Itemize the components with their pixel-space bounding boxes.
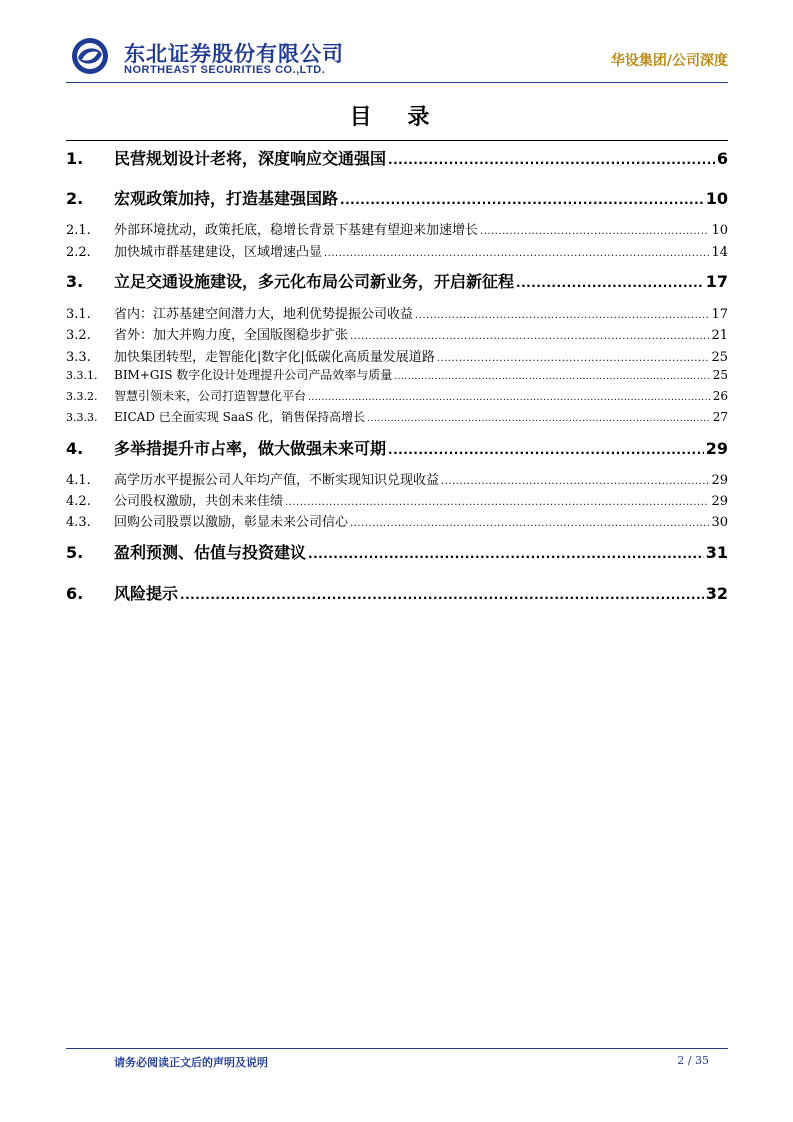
toc-leader-dots bbox=[340, 193, 704, 207]
toc-entry-number: 2.1. bbox=[66, 223, 91, 238]
toc-entry[interactable] bbox=[66, 436, 728, 459]
toc-entry[interactable] bbox=[66, 581, 728, 604]
toc-leader-dots bbox=[285, 497, 709, 508]
toc-entry-title[interactable]: 回购公司股票以激励，彰显未来公司信心 bbox=[114, 515, 349, 530]
toc-leader-dots bbox=[308, 393, 711, 403]
toc-entry-title[interactable]: 公司股权激励，共创未来佳绩 bbox=[114, 494, 284, 509]
toc-entry-title[interactable]: 高学历水平提振公司人年均产值，不断实现知识兑现收益 bbox=[114, 473, 440, 488]
toc-entry[interactable] bbox=[66, 387, 728, 404]
toc-leader-dots bbox=[388, 443, 704, 457]
toc-entry-page[interactable]: 30 bbox=[711, 515, 728, 530]
toc-divider bbox=[66, 140, 728, 141]
toc-entry-title[interactable]: EICAD 已全面实现 SaaS 化，销售保持高增长 bbox=[114, 410, 366, 424]
toc-entry-page[interactable]: 17 bbox=[711, 307, 728, 322]
footer-divider bbox=[66, 1048, 728, 1049]
toc-entry-page[interactable]: 29 bbox=[711, 473, 728, 488]
toc-entry-number: 3.3.2. bbox=[66, 390, 98, 403]
toc-entry[interactable] bbox=[66, 241, 728, 260]
toc-entry[interactable] bbox=[66, 540, 728, 563]
toc-entry-page[interactable]: 26 bbox=[712, 389, 728, 403]
toc-entry-title[interactable]: BIM+GIS 数字化设计处理提升公司产品效率与质量 bbox=[114, 368, 393, 382]
toc-leader-dots bbox=[415, 310, 709, 321]
toc-leader-dots bbox=[324, 248, 709, 259]
toc-entry-number: 6. bbox=[66, 584, 84, 603]
toc-leader-dots bbox=[350, 331, 709, 342]
toc-entry-number: 4.1. bbox=[66, 473, 91, 488]
toc-entry-page[interactable]: 14 bbox=[711, 245, 728, 260]
toc-leader-dots bbox=[350, 518, 709, 529]
toc-entry-page[interactable]: 31 bbox=[705, 543, 728, 562]
toc-title: 目 录 bbox=[349, 105, 444, 130]
toc-entry-page[interactable]: 25 bbox=[711, 350, 728, 365]
toc-entry-number: 3.1. bbox=[66, 307, 91, 322]
toc-entry-number: 3.2. bbox=[66, 328, 91, 343]
toc-entry-title[interactable]: 加快城市群基建建设，区域增速凸显 bbox=[114, 245, 323, 260]
toc-leader-dots bbox=[441, 476, 709, 487]
toc-entry-page[interactable]: 27 bbox=[712, 410, 728, 424]
toc-entry-title[interactable]: 盈利预测、估值与投资建议 bbox=[114, 543, 307, 562]
toc-entry-number: 4.3. bbox=[66, 515, 91, 530]
toc-entry[interactable] bbox=[66, 469, 728, 488]
toc-entry-number: 5. bbox=[66, 543, 84, 562]
toc-entry-page[interactable]: 29 bbox=[705, 439, 728, 458]
northeast-securities-logo-icon bbox=[70, 36, 110, 76]
toc-entry-page[interactable]: 10 bbox=[705, 189, 728, 208]
toc-leader-dots bbox=[516, 276, 704, 290]
toc-entry[interactable] bbox=[66, 366, 728, 383]
toc-entry-number: 2. bbox=[66, 189, 84, 208]
toc-entry-page[interactable]: 6 bbox=[716, 149, 728, 168]
toc-leader-dots bbox=[394, 372, 710, 382]
toc-entry-number: 1. bbox=[66, 149, 84, 168]
footer-notice: 请务必阅读正文后的声明及说明 bbox=[114, 1056, 268, 1069]
toc-entry-number: 3.3.3. bbox=[66, 411, 98, 424]
toc-entry[interactable] bbox=[66, 219, 728, 238]
toc-entry-number: 4.2. bbox=[66, 494, 91, 509]
toc-leader-dots bbox=[388, 153, 715, 167]
toc-entry[interactable] bbox=[66, 346, 728, 365]
toc-entry-page[interactable]: 29 bbox=[711, 494, 728, 509]
toc-leader-dots bbox=[308, 547, 704, 561]
toc-entry-title[interactable]: 省内：江苏基建空间潜力大，地利优势提振公司收益 bbox=[114, 307, 414, 322]
toc-entry-title[interactable]: 多举措提升市占率，做大做强未来可期 bbox=[114, 439, 387, 458]
toc-entry[interactable] bbox=[66, 490, 728, 509]
toc-leader-dots bbox=[367, 414, 711, 424]
page-indicator: 2 / 35 bbox=[677, 1054, 709, 1067]
toc-entry-page[interactable]: 10 bbox=[711, 223, 728, 238]
toc-entry[interactable] bbox=[66, 408, 728, 425]
toc-entry-page[interactable]: 32 bbox=[705, 584, 728, 603]
toc-entry[interactable] bbox=[66, 303, 728, 322]
report-label: 华设集团/公司深度 bbox=[610, 53, 728, 69]
toc-entry[interactable] bbox=[66, 511, 728, 530]
toc-entry-page[interactable]: 25 bbox=[712, 368, 728, 382]
toc-entry-page[interactable]: 21 bbox=[711, 328, 728, 343]
toc-entry-number: 3.3.1. bbox=[66, 369, 98, 382]
toc-entry[interactable] bbox=[66, 186, 728, 209]
company-name-cn: 东北证券股份有限公司 bbox=[124, 42, 344, 66]
toc-leader-dots bbox=[480, 226, 709, 237]
toc-entry[interactable] bbox=[66, 269, 728, 292]
toc-entry-number: 2.2. bbox=[66, 245, 91, 260]
toc-leader-dots bbox=[180, 588, 704, 602]
toc-leader-dots bbox=[437, 353, 710, 364]
page-header bbox=[66, 36, 728, 83]
toc-entry-title[interactable]: 民营规划设计老将，深度响应交通强国 bbox=[114, 149, 387, 168]
toc-entry-number: 4. bbox=[66, 439, 84, 458]
toc-entry[interactable] bbox=[66, 146, 728, 169]
toc-entry-title[interactable]: 宏观政策加持，打造基建强国路 bbox=[114, 189, 339, 208]
toc-entry-title[interactable]: 加快集团转型，走智能化|数字化|低碳化高质量发展道路 bbox=[114, 350, 435, 365]
toc-entry-title[interactable]: 智慧引领未来，公司打造智慧化平台 bbox=[114, 389, 307, 403]
company-name-en: NORTHEAST SECURITIES CO.,LTD. bbox=[124, 64, 326, 76]
toc-entry-number: 3. bbox=[66, 272, 84, 291]
toc-entry[interactable] bbox=[66, 324, 728, 343]
toc-entry-number: 3.3. bbox=[66, 350, 91, 365]
toc-entry-page[interactable]: 17 bbox=[705, 272, 728, 291]
toc-entry-title[interactable]: 立足交通设施建设，多元化布局公司新业务，开启新征程 bbox=[114, 272, 515, 291]
toc-entry-title[interactable]: 省外：加大并购力度，全国版图稳步扩张 bbox=[114, 328, 349, 343]
toc-entry-title[interactable]: 外部环境扰动，政策托底，稳增长背景下基建有望迎来加速增长 bbox=[114, 223, 479, 238]
toc-entry-title[interactable]: 风险提示 bbox=[114, 584, 179, 603]
